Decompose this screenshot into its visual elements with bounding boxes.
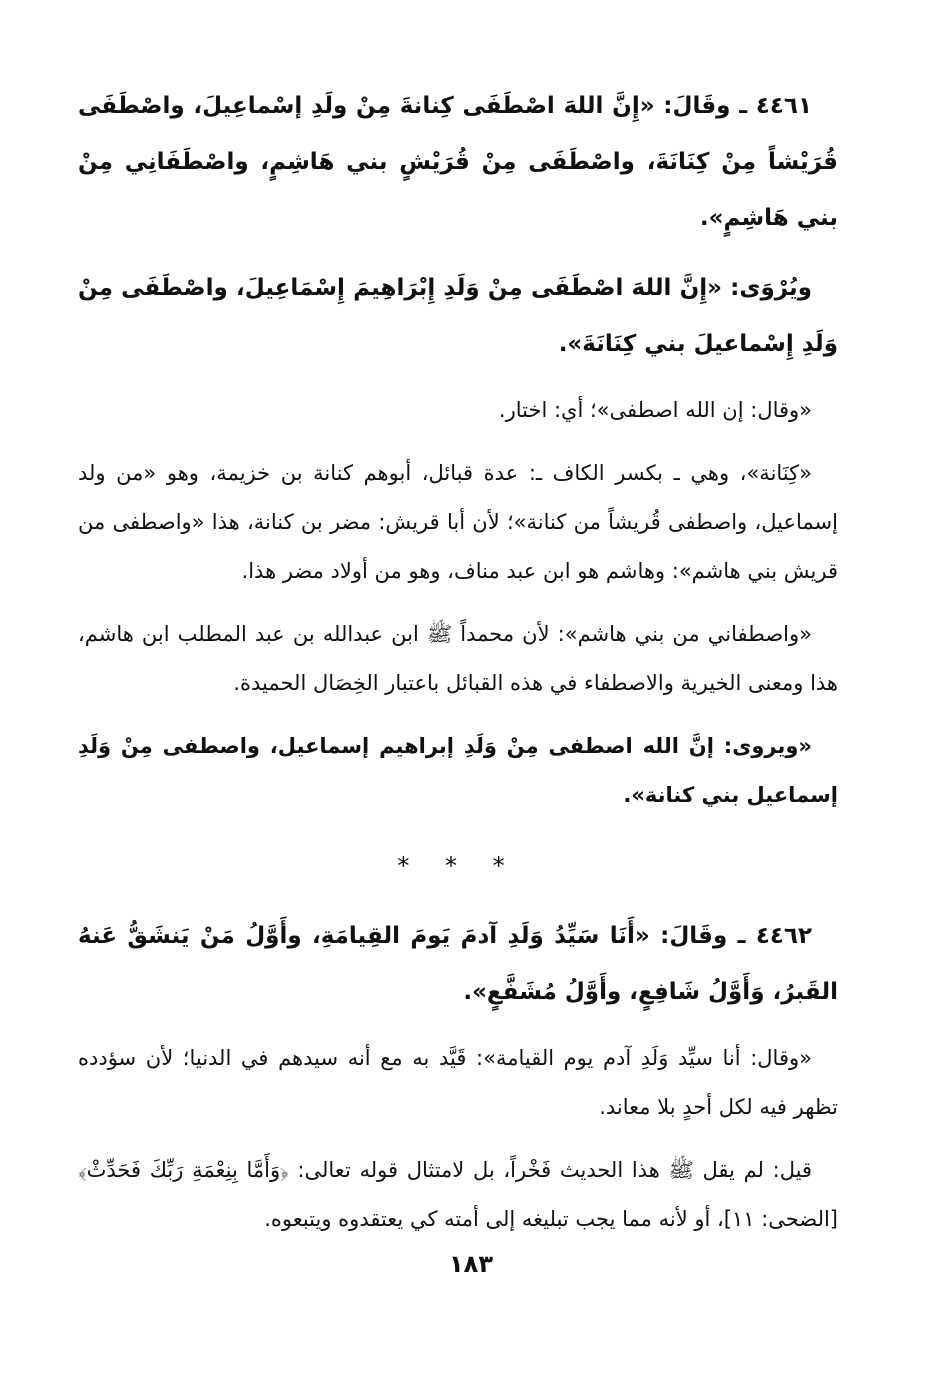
commentary-paragraph: «وقال: إن الله اصطفى»؛ أي: اختار. [498, 398, 812, 422]
page-body [78, 78, 838, 1258]
page-number: ١٨٣ [449, 1250, 493, 1278]
commentary-paragraph: «ويروى: إنَّ الله اصطفى مِنْ وَلَدِ إبراهيم إسماعيل، واصطفى مِنْ وَلَدِ إسماعيل بني كنانة». [78, 734, 838, 807]
commentary-paragraph: «كِنَانة»، وهي ـ بكسر الكاف ـ: عدة قبائل، أبوهم كنانة بن خزيمة، وهو «من ولد إسماعيل، واصطفى قُريشاً من كنانة»؛ لأن أبا قريش: مضر بن كنانة، هذا «واصطفى من قريش بني هاشم»: وهاشم هو ابن عبد مناف، وهو من أولاد مضر هذا. [78, 461, 838, 583]
hadith-4461-variant: ويُرْوَى: «إِنَّ اللهَ اصْطَفَى مِنْ وَلَدِ إِبْرَاهِيمَ إِسْمَاعِيلَ، واصْطَفَى مِنْ وَلَدِ إِسْماعيلَ بني كِنَانَةَ». [78, 275, 838, 357]
commentary-paragraph: «وقال: أنا سيِّد وَلَدِ آدم يوم القيامة»: قَيَّد به مع أنه سيدهم في الدنيا؛ لأن سؤدده تظهر فيه لكل أحدٍ بلا معاند. [78, 1046, 838, 1119]
commentary-paragraph: قيل: لم يقل ﷺ هذا الحديث فَخْراً، بل لامتثال قوله تعالى: ﴿وَأَمَّا بِنِعْمَةِ رَبِّكَ فَحَدِّثْ﴾[الضحى: ١١]، أو لأنه مما يجب تبليغه إلى أمته كي يعتقدوه ويتبعوه. [78, 1158, 838, 1231]
hadith-4462: ٤٤٦٢ ـ وقَالَ: «أَنَا سَيِّدُ وَلَدِ آدمَ يَومَ القِيامَةِ، وأَوَّلُ مَنْ يَنشَقُّ عَنهُ القَبرُ، وَأَوَّلُ شَافِعٍ، وأَوَّلُ مُشَفَّعٍ». [78, 923, 838, 1005]
hadith-4461: ٤٤٦١ ـ وقَالَ: «إِنَّ اللهَ اصْطَفَى كِنانةَ مِنْ ولَدِ إسْماعِيلَ، واصْطَفَى قُرَيْشاً مِنْ كِنَانَةَ، واصْطَفَى مِنْ قُرَيْشٍ بني هَاشِمٍ، واصْطَفَانِي مِنْ بني هَاشِمٍ». [78, 93, 838, 231]
commentary-paragraph: «واصطفاني من بني هاشم»: لأن محمداً ﷺ ابن عبدالله بن عبد المطلب ابن هاشم، هذا ومعنى الخيرية والاصطفاء في هذه القبائل باعتبار الخِصَال الحميدة. [78, 622, 838, 695]
section-separator: * * * [397, 852, 519, 880]
